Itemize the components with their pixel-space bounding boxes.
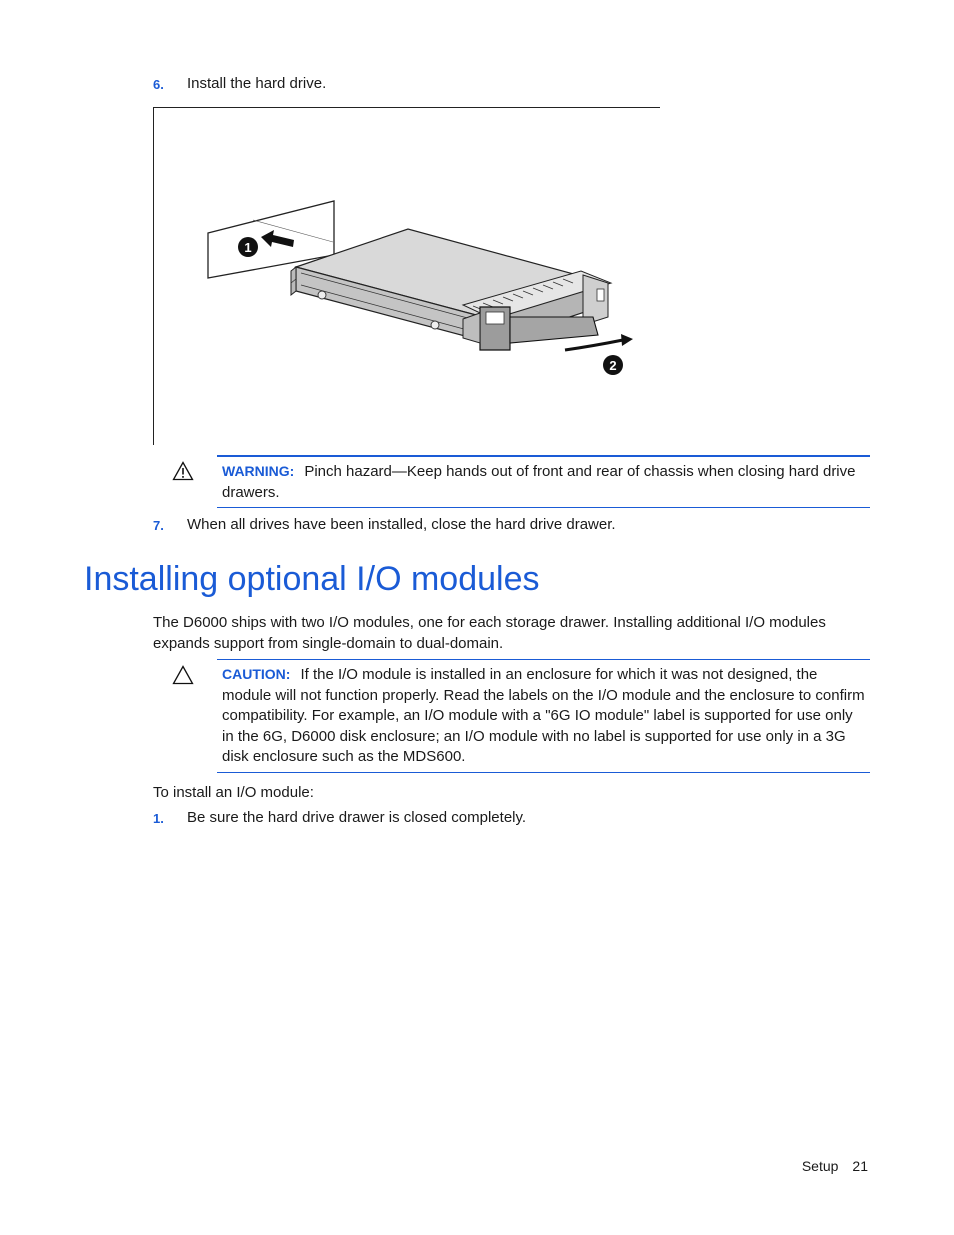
caution-label: CAUTION: [222, 666, 291, 682]
step-7-text: When all drives have been installed, close the hard drive drawer. [187, 516, 616, 533]
footer-section: Setup [801, 1158, 839, 1174]
caution-box [217, 659, 870, 773]
section-intro: The D6000 ships with two I/O modules, one for each storage drawer. Installing additional I/O modules expands support from single-domain to dual-domain. [153, 614, 826, 652]
warning-triangle-icon [172, 461, 194, 485]
warning-text: Pinch hazard—Keep hands out of front and rear of chassis when closing hard drive drawers. [222, 463, 856, 501]
caution-text: If the I/O module is installed in an enclosure for which it was not designed, the module will not function properly. Read the labels on the I/O module and the enclosure to confirm compatibility. For example, an I/O module with a "6G IO module" label is supported for use only in the 6G, D6000 disk enclosure; an I/O module with no label is supported for use only in a 3G disk enclosure such as the MDS600. [222, 666, 865, 765]
step-7-number: 7. [153, 518, 164, 533]
procedure-intro: To install an I/O module: [153, 784, 314, 801]
callout-2: 2 [609, 358, 617, 373]
step-6-number: 6. [153, 77, 164, 92]
page-number: 21 [852, 1158, 868, 1174]
step-6-text: Install the hard drive. [187, 75, 327, 92]
hard-drive-illustration [153, 107, 661, 445]
step-1-number: 1. [153, 811, 164, 826]
caution-triangle-icon [172, 665, 194, 689]
page-footer [802, 1158, 868, 1174]
step-1-text: Be sure the hard drive drawer is closed completely. [187, 809, 527, 826]
warning-label: WARNING: [222, 463, 295, 479]
section-title: Installing optional I/O modules [84, 560, 540, 598]
callout-1: 1 [244, 240, 252, 255]
hard-drive-install-figure [153, 107, 661, 445]
warning-box [217, 455, 870, 508]
